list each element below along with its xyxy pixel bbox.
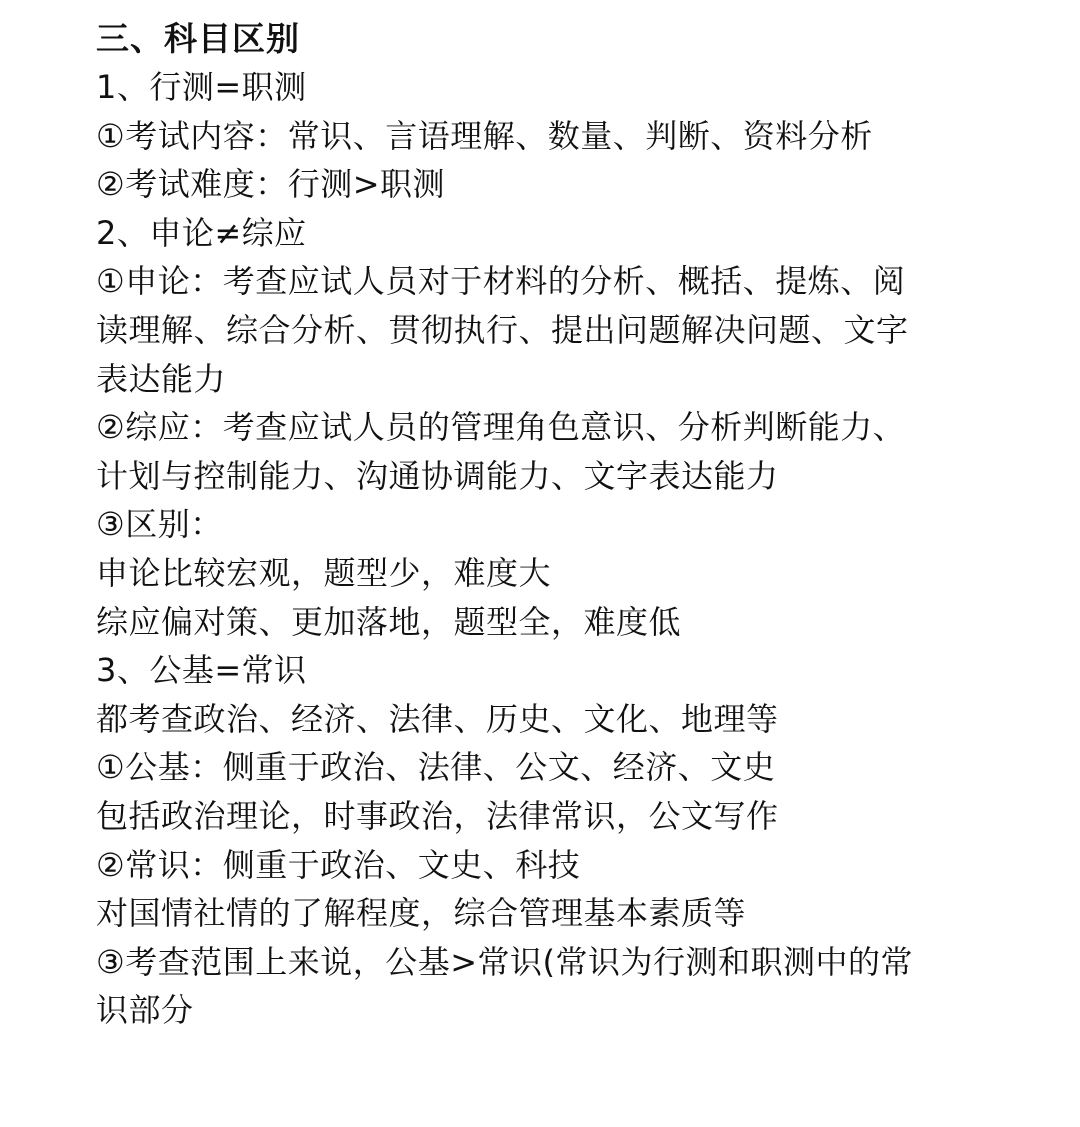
text-line: ③考查范围上来说，公基>常识(常识为行测和职测中的常 [96, 942, 913, 981]
document-body [96, 15, 976, 1035]
text-line: 包括政治理论，时事政治，法律常识，公文写作 [96, 796, 779, 835]
text-line: 综应偏对策、更加落地，题型全，难度低 [96, 602, 682, 641]
text-line: 读理解、综合分析、贯彻执行、提出问题解决问题、文字 [96, 310, 909, 349]
section-title: 三、科目区别 [96, 19, 300, 58]
text-line: 2、申论≠综应 [96, 213, 307, 252]
text-line: ①考试内容：常识、言语理解、数量、判断、资料分析 [96, 116, 873, 155]
text-line: ③区别： [96, 505, 223, 544]
text-line: ②考试难度：行测>职测 [96, 165, 446, 204]
text-line: 对国情社情的了解程度，综合管理基本素质等 [96, 894, 747, 933]
text-line: ①公基：侧重于政治、法律、公文、经济、文史 [96, 748, 776, 787]
text-line: 识部分 [96, 991, 194, 1030]
text-line: 计划与控制能力、沟通协调能力、文字表达能力 [96, 456, 779, 495]
text-line: 1、行测=职测 [96, 68, 307, 106]
text-line: 申论比较宏观，题型少，难度大 [96, 553, 552, 592]
text-line: 都考查政治、经济、法律、历史、文化、地理等 [96, 699, 779, 738]
text-line: ②常识：侧重于政治、文史、科技 [96, 845, 581, 884]
text-line: ②综应：考查应试人员的管理角色意识、分析判断能力、 [96, 408, 906, 447]
text-line: 3、公基=常识 [96, 651, 307, 690]
text-line: 表达能力 [96, 359, 227, 398]
text-line: ①申论：考查应试人员对于材料的分析、概括、提炼、阅 [96, 262, 906, 301]
